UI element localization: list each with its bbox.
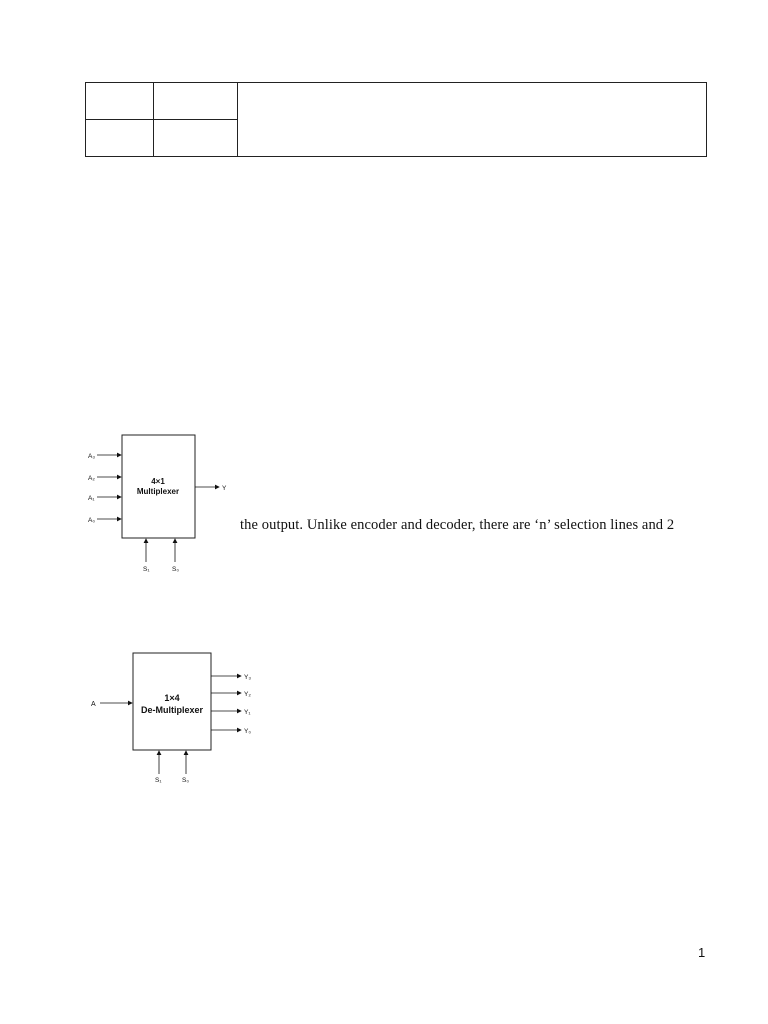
demultiplexer-label-name: De-Multiplexer [140,705,204,715]
demultiplexer-diagram [88,648,258,788]
output-label: Y₃ [244,674,251,681]
table-cell [86,120,154,157]
multiplexer-label-size: 4×1 [151,477,165,486]
select-label: S₁ [143,566,150,573]
page-number: 1 [698,945,706,960]
input-label: A₀ [88,517,96,524]
input-label: A₃ [88,453,95,460]
input-label: A₁ [88,495,95,502]
header-table [85,82,707,157]
multiplexer-label-name: Multiplexer [136,487,180,496]
output-label: Y₁ [244,709,251,716]
input-label: A₂ [88,475,95,482]
multiplexer-diagram [85,430,235,575]
output-label: Y [222,485,227,492]
table-cell [154,120,238,157]
input-label: A [91,701,96,708]
table-cell [154,83,238,120]
table-cell [86,83,154,120]
output-label: Y₀ [244,728,252,735]
select-label: S₀ [182,777,190,784]
output-label: Y₂ [244,691,251,698]
select-label: S₀ [172,566,180,573]
demultiplexer-label-size: 1×4 [164,693,180,703]
select-label: S₁ [155,777,162,784]
table-row [86,83,707,120]
table-cell-merged [238,83,707,157]
body-text: the output. Unlike encoder and decoder, there are ‘n’ selection lines and 2 [240,517,675,533]
